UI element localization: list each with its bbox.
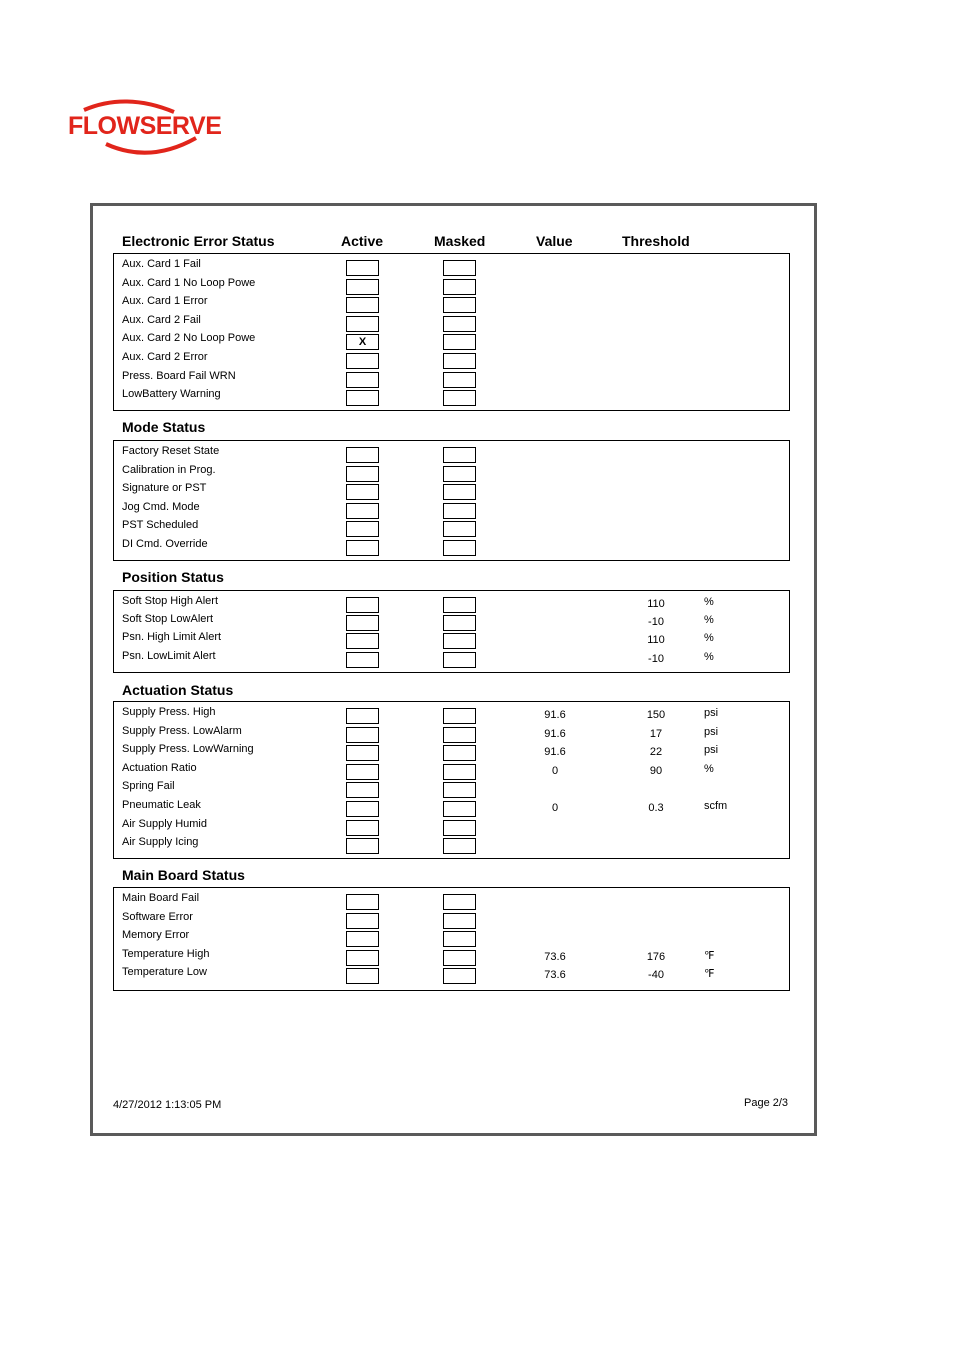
- active-checkbox[interactable]: [346, 820, 379, 836]
- active-checkbox[interactable]: [346, 597, 379, 613]
- active-checkbox[interactable]: [346, 390, 379, 406]
- actuation-status-box: [113, 701, 790, 859]
- active-checkbox[interactable]: [346, 708, 379, 724]
- unit-cell: ℉: [704, 949, 715, 962]
- masked-checkbox[interactable]: [443, 597, 476, 613]
- masked-checkbox[interactable]: [443, 931, 476, 947]
- active-checkbox[interactable]: [346, 540, 379, 556]
- active-checkbox[interactable]: [346, 503, 379, 519]
- row-label: Aux. Card 1 Fail: [122, 258, 201, 270]
- threshold-cell: -40: [648, 969, 664, 982]
- row-label: Factory Reset State: [122, 445, 220, 457]
- row-label: Main Board Fail: [122, 892, 200, 904]
- row-label: LowBattery Warning: [122, 388, 221, 401]
- active-checkbox[interactable]: [346, 950, 379, 966]
- row-label: Press. Board Fail WRN: [122, 369, 236, 382]
- row-label: DI Cmd. Override: [122, 538, 208, 550]
- section-title-electronic: Electronic Error Status: [122, 233, 275, 249]
- row-label: Software Error: [122, 910, 193, 923]
- masked-checkbox[interactable]: [443, 353, 476, 369]
- position-status-box: [113, 590, 790, 673]
- masked-checkbox[interactable]: [443, 279, 476, 295]
- unit-cell: %: [704, 650, 714, 663]
- row-label: Temperature Low: [122, 966, 207, 979]
- col-header-threshold: Threshold: [622, 233, 690, 249]
- masked-checkbox[interactable]: [443, 466, 476, 482]
- active-checkbox[interactable]: [346, 297, 379, 313]
- value-cell: 91.6: [544, 746, 566, 759]
- masked-checkbox[interactable]: [443, 503, 476, 519]
- masked-checkbox[interactable]: [443, 484, 476, 500]
- unit-cell: scfm: [704, 800, 728, 812]
- row-label: Aux. Card 1 Error: [122, 295, 208, 308]
- active-checkbox[interactable]: [346, 353, 379, 369]
- active-checkbox[interactable]: [346, 615, 379, 631]
- row-label: Spring Fail: [122, 780, 175, 793]
- threshold-cell: -10: [648, 616, 664, 629]
- row-label: Calibration in Prog.: [122, 463, 216, 476]
- active-checkbox[interactable]: [346, 745, 379, 761]
- masked-checkbox[interactable]: [443, 782, 476, 798]
- row-label: Air Supply Humid: [122, 817, 207, 830]
- row-label: Jog Cmd. Mode: [122, 500, 200, 513]
- masked-checkbox[interactable]: [443, 968, 476, 984]
- unit-cell: %: [704, 632, 714, 645]
- col-header-value: Value: [536, 233, 573, 249]
- threshold-cell: 176: [646, 950, 666, 963]
- mode-status-box: [113, 440, 790, 561]
- report-timestamp: 4/27/2012 1:13:05 PM: [113, 1099, 222, 1111]
- active-checkbox[interactable]: [346, 838, 379, 854]
- masked-checkbox[interactable]: [443, 633, 476, 649]
- electronic-status-box: [113, 253, 790, 411]
- active-checkbox[interactable]: [346, 447, 379, 463]
- threshold-cell: 110: [647, 598, 665, 610]
- masked-checkbox[interactable]: [443, 913, 476, 929]
- unit-cell: %: [704, 614, 714, 627]
- col-header-active: Active: [341, 233, 384, 249]
- unit-cell: psi: [704, 725, 719, 738]
- row-label: Psn. LowLimit Alert: [122, 649, 216, 662]
- active-checkbox[interactable]: [346, 764, 379, 780]
- active-checkbox[interactable]: [346, 484, 379, 500]
- masked-checkbox[interactable]: [443, 801, 476, 817]
- row-label: Psn. High Limit Alert: [122, 631, 222, 644]
- active-checkbox[interactable]: [346, 968, 379, 984]
- active-checkbox[interactable]: [346, 279, 379, 295]
- active-checkbox[interactable]: [346, 260, 379, 276]
- threshold-cell: 0.3: [648, 802, 664, 814]
- row-label: Supply Press. LowAlarm: [122, 724, 242, 737]
- brand-name: FLOWSERVE: [68, 112, 222, 140]
- value-cell: 73.6: [544, 950, 566, 963]
- masked-checkbox[interactable]: [443, 708, 476, 724]
- active-checkbox[interactable]: [346, 894, 379, 910]
- unit-cell: psi: [704, 707, 719, 719]
- masked-checkbox[interactable]: [443, 615, 476, 631]
- threshold-cell: -10: [648, 652, 664, 665]
- unit-cell: ℉: [704, 968, 715, 981]
- active-checkbox[interactable]: [346, 652, 379, 668]
- threshold-cell: 150: [646, 709, 666, 721]
- active-checkbox[interactable]: [346, 913, 379, 929]
- row-label: Aux. Card 2 Fail: [122, 313, 201, 326]
- unit-cell: %: [704, 762, 714, 775]
- active-checkbox[interactable]: [346, 801, 379, 817]
- masked-checkbox[interactable]: [443, 894, 476, 910]
- threshold-cell: 110: [647, 634, 665, 647]
- row-label: Air Supply Icing: [122, 836, 199, 849]
- flowserve-logo: [66, 98, 222, 158]
- row-label: PST Scheduled: [122, 519, 199, 532]
- section-title-actuation: Actuation Status: [122, 682, 234, 698]
- threshold-cell: 22: [649, 746, 663, 759]
- masked-checkbox[interactable]: [443, 652, 476, 668]
- masked-checkbox[interactable]: [443, 540, 476, 556]
- masked-checkbox[interactable]: [443, 820, 476, 836]
- row-label: Signature or PST: [122, 482, 207, 495]
- masked-checkbox[interactable]: [443, 838, 476, 854]
- masked-checkbox[interactable]: [443, 260, 476, 276]
- masked-checkbox[interactable]: [443, 334, 476, 350]
- active-checkbox[interactable]: [346, 931, 379, 947]
- active-checkbox[interactable]: [346, 466, 379, 482]
- masked-checkbox[interactable]: [443, 447, 476, 463]
- active-checkbox[interactable]: [346, 782, 379, 798]
- value-cell: 0: [551, 764, 559, 777]
- row-label: Temperature High: [122, 947, 210, 960]
- active-checkbox[interactable]: X: [346, 334, 379, 350]
- masked-checkbox[interactable]: [443, 372, 476, 388]
- row-label: Memory Error: [122, 929, 190, 942]
- unit-cell: psi: [704, 744, 719, 757]
- row-label: Pneumatic Leak: [122, 799, 201, 811]
- threshold-cell: 90: [649, 764, 663, 777]
- row-label: Supply Press. High: [122, 706, 216, 718]
- masked-checkbox[interactable]: [443, 297, 476, 313]
- row-label: Aux. Card 2 Error: [122, 351, 208, 363]
- section-title-position: Position Status: [122, 569, 224, 585]
- masked-checkbox[interactable]: [443, 745, 476, 761]
- active-checkbox[interactable]: [346, 521, 379, 537]
- value-cell: 73.6: [544, 969, 566, 982]
- value-cell: 0: [551, 802, 559, 814]
- threshold-cell: 17: [649, 727, 663, 740]
- value-cell: 91.6: [544, 709, 566, 721]
- row-label: Actuation Ratio: [122, 761, 197, 774]
- section-title-mainboard: Main Board Status: [122, 867, 245, 883]
- active-checkbox[interactable]: [346, 316, 379, 332]
- masked-checkbox[interactable]: [443, 727, 476, 743]
- value-cell: 91.6: [544, 727, 566, 740]
- row-label: Aux. Card 1 No Loop Powe: [122, 276, 256, 289]
- active-checkbox[interactable]: [346, 372, 379, 388]
- masked-checkbox[interactable]: [443, 950, 476, 966]
- row-label: Soft Stop High Alert: [122, 595, 218, 607]
- masked-checkbox[interactable]: [443, 316, 476, 332]
- unit-cell: %: [704, 596, 714, 608]
- row-label: Soft Stop LowAlert: [122, 613, 214, 626]
- active-checkbox[interactable]: [346, 727, 379, 743]
- masked-checkbox[interactable]: [443, 521, 476, 537]
- row-label: Supply Press. LowWarning: [122, 743, 254, 756]
- masked-checkbox[interactable]: [443, 764, 476, 780]
- page-number: Page 2/3: [744, 1097, 789, 1109]
- masked-checkbox[interactable]: [443, 390, 476, 406]
- active-checkbox[interactable]: [346, 633, 379, 649]
- row-label: Aux. Card 2 No Loop Powe: [122, 332, 256, 345]
- mainboard-status-box: [113, 887, 790, 991]
- col-header-masked: Masked: [434, 233, 486, 249]
- section-title-mode: Mode Status: [122, 419, 206, 435]
